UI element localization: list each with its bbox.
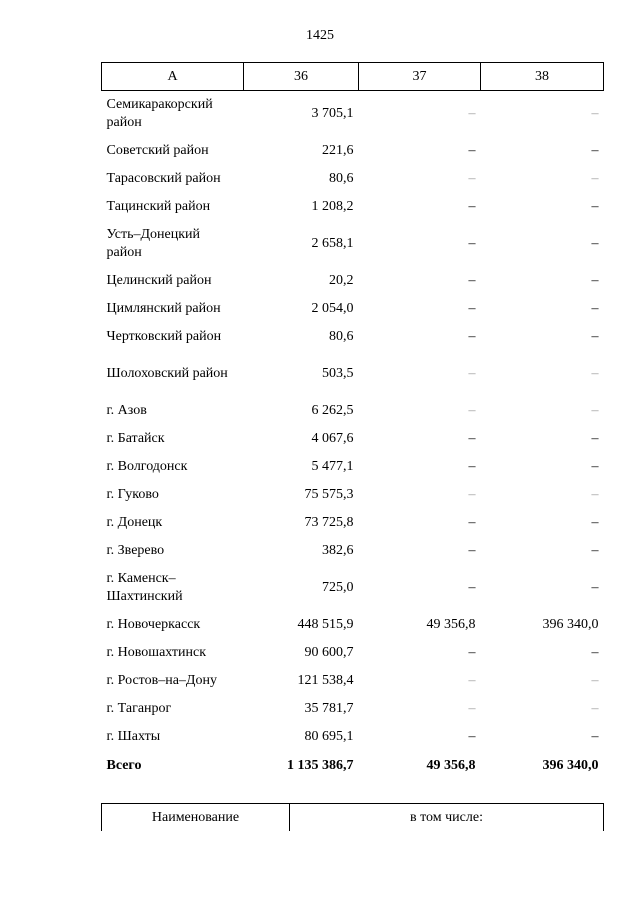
- row-value-38: –: [591, 171, 599, 186]
- row-name: Тарасовский район: [106, 171, 221, 186]
- row-name: Цимлянский район: [106, 301, 221, 316]
- row-value-36: 448 515,9: [297, 617, 354, 632]
- header-col-36: 36: [244, 63, 359, 91]
- header-including: в том числе:: [290, 804, 604, 832]
- table-row: [102, 323, 604, 351]
- row-name: г. Каменск–Шахтинский: [106, 571, 183, 604]
- row-name: г. Азов: [106, 403, 147, 418]
- table-header-row: [102, 63, 604, 91]
- row-value-37: –: [468, 273, 476, 288]
- row-name: г. Донецк: [106, 515, 163, 530]
- row-value-37: –: [468, 580, 476, 595]
- row-value-38: –: [591, 645, 599, 660]
- row-value-38: –: [591, 515, 599, 530]
- row-value-36: 3 705,1: [311, 106, 354, 121]
- data-table: [101, 62, 604, 781]
- row-value-37: –: [468, 729, 476, 744]
- row-value-37: –: [468, 515, 476, 530]
- row-value-38: –: [591, 403, 599, 418]
- row-value-37: –: [468, 143, 476, 158]
- row-value-37: –: [468, 459, 476, 474]
- table-row: [102, 509, 604, 537]
- row-value-37: –: [468, 329, 476, 344]
- row-value-37: –: [468, 236, 476, 251]
- row-value-38: 396 340,0: [542, 617, 599, 632]
- row-value-37: –: [468, 403, 476, 418]
- row-value-37: –: [468, 487, 476, 502]
- row-value-36: 90 600,7: [304, 645, 354, 660]
- row-value-37: –: [468, 673, 476, 688]
- row-value-37: –: [468, 431, 476, 446]
- row-value-38: –: [591, 459, 599, 474]
- row-value-36: 80,6: [329, 329, 354, 344]
- table-row: [102, 137, 604, 165]
- table-row: [102, 397, 604, 425]
- row-value-36: 725,0: [322, 580, 354, 595]
- table-row: [102, 91, 604, 138]
- row-value-38: –: [591, 273, 599, 288]
- row-value-38: –: [591, 543, 599, 558]
- row-name: Семикаракорский район: [106, 97, 213, 130]
- row-value-38: –: [591, 143, 599, 158]
- row-value-37: –: [468, 199, 476, 214]
- table-row: [102, 267, 604, 295]
- total-row: [102, 751, 604, 781]
- row-value-36: 503,5: [322, 366, 354, 381]
- row-name: г. Гуково: [106, 487, 159, 502]
- row-value-38: –: [591, 487, 599, 502]
- table-row: [102, 453, 604, 481]
- table-row: [102, 537, 604, 565]
- row-name: Чертковский район: [106, 329, 222, 344]
- table-row: [102, 481, 604, 509]
- row-value-37: –: [468, 301, 476, 316]
- row-value-36: 35 781,7: [304, 701, 354, 716]
- row-value-37: 49 356,8: [426, 617, 476, 632]
- continuation-header-row: [102, 804, 604, 832]
- total-value-37: 49 356,8: [426, 758, 476, 773]
- row-value-38: –: [591, 701, 599, 716]
- row-value-36: 80,6: [329, 171, 354, 186]
- row-value-38: –: [591, 199, 599, 214]
- row-value-36: 2 658,1: [311, 236, 354, 251]
- row-value-36: 80 695,1: [304, 729, 354, 744]
- row-name: Тацинский район: [106, 199, 211, 214]
- table-row: [102, 695, 604, 723]
- header-col-a: А: [102, 63, 244, 91]
- table-row: [102, 351, 604, 397]
- table-body: [102, 91, 604, 782]
- continuation-header-table: [101, 803, 604, 831]
- row-value-38: –: [591, 236, 599, 251]
- row-name: Усть–Донецкий район: [106, 227, 200, 260]
- header-col-38: 38: [481, 63, 604, 91]
- row-value-38: –: [591, 673, 599, 688]
- table-row: [102, 221, 604, 267]
- row-name: Шолоховский район: [106, 366, 228, 381]
- total-label: Всего: [106, 758, 142, 773]
- row-value-38: –: [591, 301, 599, 316]
- table-row: [102, 425, 604, 453]
- row-name: г. Новочеркасск: [106, 617, 201, 632]
- header-col-37: 37: [359, 63, 481, 91]
- row-value-38: –: [591, 366, 599, 381]
- table-row: [102, 565, 604, 611]
- row-value-36: 20,2: [329, 273, 354, 288]
- table-row: [102, 723, 604, 751]
- header-name: Наименование: [102, 804, 290, 832]
- row-name: г. Батайск: [106, 431, 165, 446]
- row-value-38: –: [591, 106, 599, 121]
- table-row: [102, 667, 604, 695]
- row-value-36: 6 262,5: [311, 403, 354, 418]
- total-value-36: 1 135 386,7: [287, 758, 354, 773]
- row-name: г. Волгодонск: [106, 459, 188, 474]
- row-value-36: 2 054,0: [311, 301, 354, 316]
- row-value-38: –: [591, 580, 599, 595]
- row-name: г. Новошахтинск: [106, 645, 207, 660]
- row-value-38: –: [591, 729, 599, 744]
- table-row: [102, 639, 604, 667]
- row-value-36: 5 477,1: [311, 459, 354, 474]
- row-value-36: 1 208,2: [311, 199, 354, 214]
- row-name: г. Шахты: [106, 729, 161, 744]
- row-value-38: –: [591, 431, 599, 446]
- row-value-36: 221,6: [322, 143, 354, 158]
- row-value-37: –: [468, 645, 476, 660]
- row-value-38: –: [591, 329, 599, 344]
- row-value-37: –: [468, 701, 476, 716]
- row-value-37: –: [468, 171, 476, 186]
- row-name: Целинский район: [106, 273, 212, 288]
- row-value-36: 121 538,4: [297, 673, 354, 688]
- row-value-36: 382,6: [322, 543, 354, 558]
- page-number: 1425: [306, 28, 334, 43]
- table-row: [102, 193, 604, 221]
- row-name: г. Зверево: [106, 543, 165, 558]
- table-row: [102, 611, 604, 639]
- row-value-37: –: [468, 543, 476, 558]
- table-row: [102, 295, 604, 323]
- row-name: г. Таганрог: [106, 701, 172, 716]
- row-value-37: –: [468, 106, 476, 121]
- row-value-37: –: [468, 366, 476, 381]
- row-name: Советский район: [106, 143, 209, 158]
- row-value-36: 73 725,8: [304, 515, 354, 530]
- row-value-36: 4 067,6: [311, 431, 354, 446]
- total-value-38: 396 340,0: [542, 758, 599, 773]
- row-name: г. Ростов–на–Дону: [106, 673, 217, 688]
- row-value-36: 75 575,3: [304, 487, 354, 502]
- table-row: [102, 165, 604, 193]
